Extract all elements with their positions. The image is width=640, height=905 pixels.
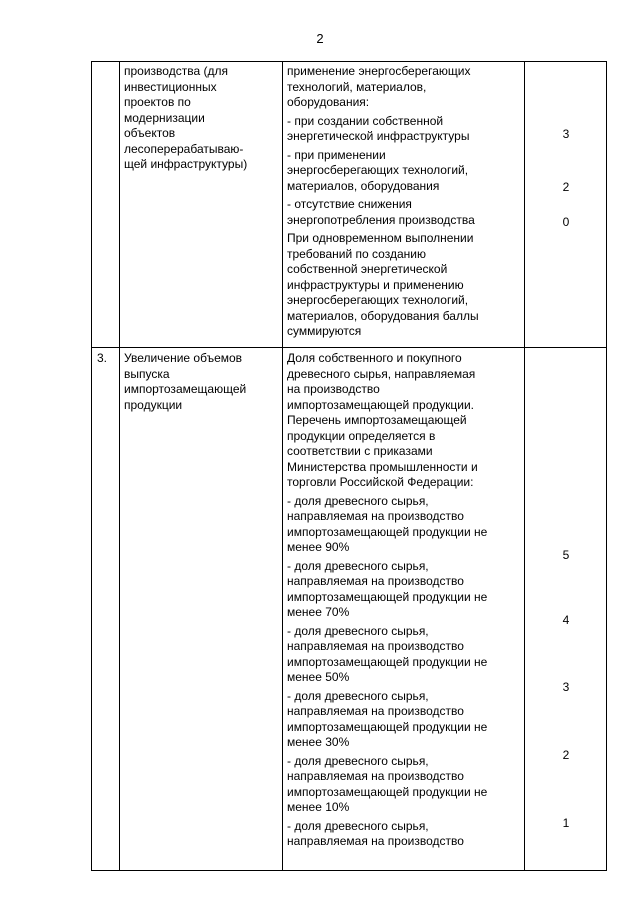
condition-text: - доля древесного сырья, направляемая на производство импортозамещающей продукции не менее 30% (287, 688, 488, 749)
row-number: 3. (97, 351, 108, 365)
criterion-cell: Увеличение объемов выпуска импортозамещающей продукции (124, 351, 247, 412)
score-value: 2 (562, 180, 570, 194)
conditions-cell (287, 351, 523, 853)
score-value: 3 (562, 680, 570, 694)
condition-text: применение энергосберегающих технологий, материалов, оборудования: (287, 64, 471, 109)
condition-text: - доля древесного сырья, направляемая на производство импортозамещающей продукции не менее 90% (287, 493, 488, 554)
condition-text: - при создании собственной энергетической инфраструктуры (287, 113, 470, 143)
score-value: 2 (562, 748, 570, 762)
score-value: 1 (562, 816, 570, 830)
condition-text: - доля древесного сырья, направляемая на производство (287, 818, 464, 848)
score-value: 4 (562, 613, 570, 627)
criterion-cell: производства (для инвестиционных проектов по модернизации объектов лесоперерабатываю- щей инфраструктуры) (124, 64, 248, 171)
condition-text: - доля древесного сырья, направляемая на производство импортозамещающей продукции не менее 50% (287, 623, 488, 684)
score-value: 5 (562, 548, 570, 562)
condition-text: - доля древесного сырья, направляемая на производство импортозамещающей продукции не менее 70% (287, 558, 488, 619)
condition-text: Доля собственного и покупного древесного сырья, направляемая на производство импортозамещающей продукции. Перечень импортозамещающей продукции определяется в соответствии с приказами Министерства промышленности и торговли Российской Федерации: (287, 351, 478, 489)
page-number: 2 (316, 31, 324, 46)
condition-text: - доля древесного сырья, направляемая на производство импортозамещающей продукции не менее 10% (287, 753, 488, 814)
score-value: 3 (562, 127, 570, 141)
condition-text: - отсутствие снижения энергопотребления производства (287, 197, 475, 227)
condition-text: - при применении энергосберегающих технологий, материалов, оборудования (287, 147, 469, 193)
conditions-cell (287, 64, 523, 343)
condition-text: При одновременном выполнении требований по созданию собственной энергетической инфраструктуры и применению энергосберегающих технологий, материалов, оборудования баллы суммируются (287, 231, 479, 338)
score-value: 0 (562, 215, 570, 229)
